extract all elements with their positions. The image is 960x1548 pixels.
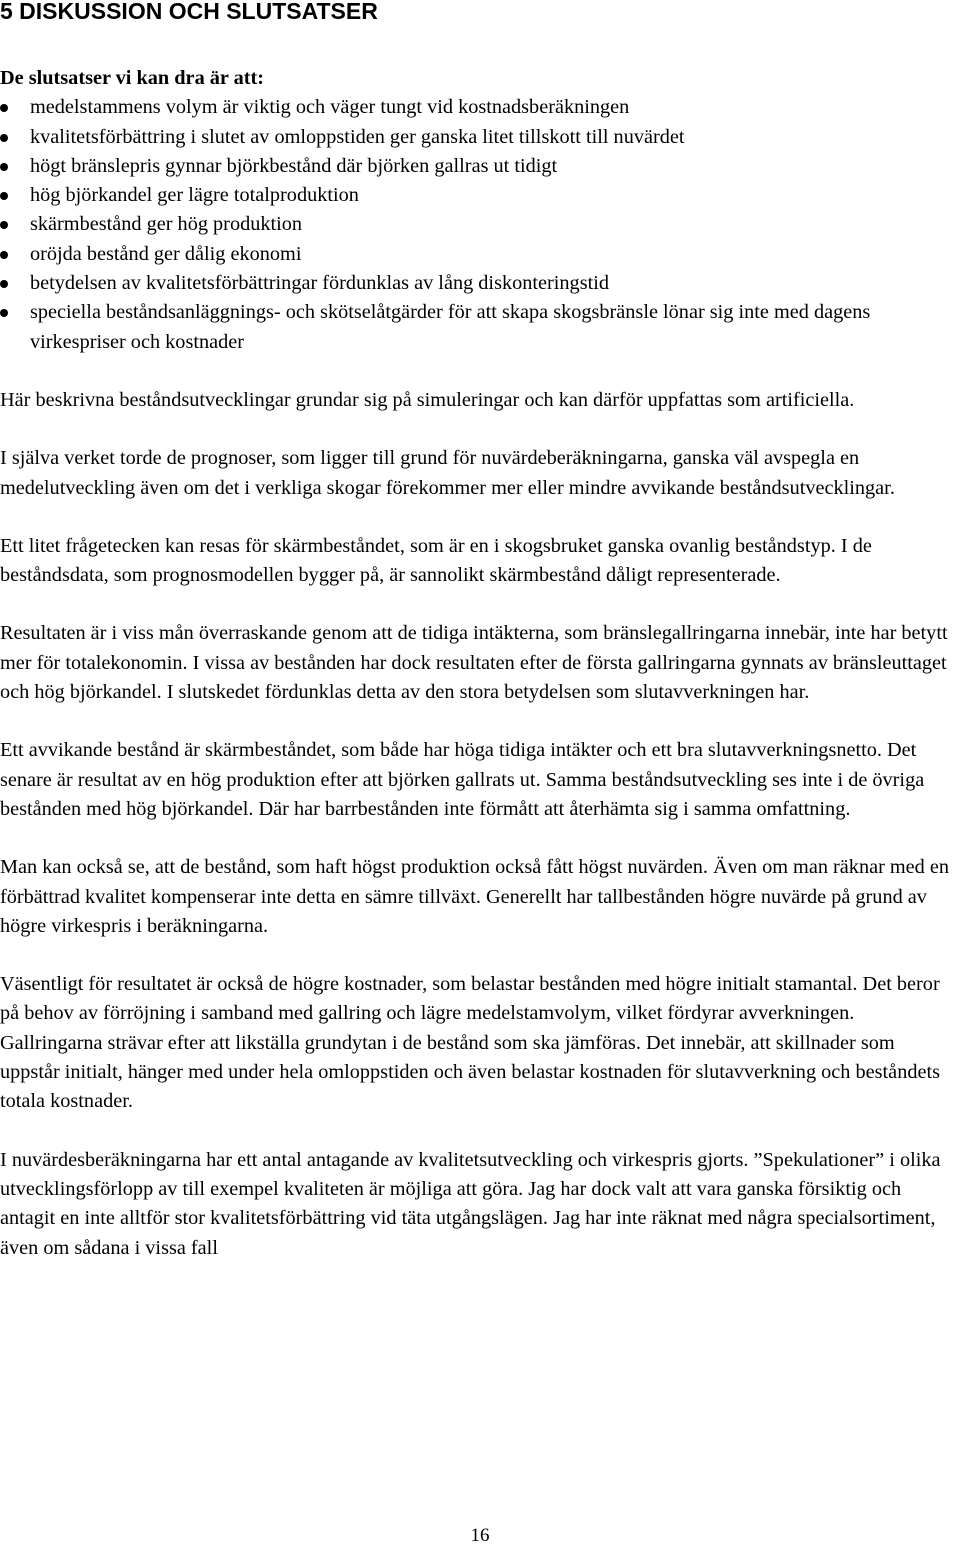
list-item — [0, 298, 958, 357]
list-item-text: hög björkandel ger lägre totalproduktion — [30, 184, 359, 207]
list-item-text: oröjda bestånd ger dålig ekonomi — [30, 242, 302, 265]
paragraph-prognoses: I själva verket torde de prognoser, som ligger till grund för nuvärdeberäkningarna, ganska väl avspegla en medelutveckling även om det i verkliga skogar förekommer mer eller mindre avvikande beståndsutvecklingar. — [0, 447, 895, 499]
list-item-text: skärmbestånd ger hög produktion — [30, 213, 303, 236]
bullet-icon — [0, 104, 8, 112]
bullet-icon — [0, 280, 8, 288]
bullet-icon — [0, 309, 8, 317]
page-number: 16 — [470, 1525, 490, 1546]
bullet-icon — [0, 134, 8, 142]
list-item — [0, 152, 958, 181]
bullet-icon — [0, 163, 8, 171]
paragraph-present-value-assumptions: I nuvärdesberäkningarna har ett antal antagande av kvalitetsutveckling och virkespris gjorts. ”Spekulationer” i olika utvecklingsförlopp av till exempel kvaliteten är möjliga att göra. Jag har dock valt att vara ganska försiktig och antagit en inte alltför stor kvalitetsförbättring vid täta utgångslägen. Jag har inte räknat med några specialsortiment, även om sådana i vissa fall — [0, 1148, 941, 1259]
list-item-text: kvalitetsförbättring i slutet av omloppstiden ger ganska litet tillskott till nuvärdet — [30, 125, 685, 148]
paragraph-higher-costs: Väsentligt för resultatet är också de högre kostnader, som belastar bestånden med högre initialt stamantal. Det beror på behov av förröjning i samband med gallring och lägre medelstamvolym, vilket fördyrar avverkningen. Gallringarna strävar efter att likställa grundytan i de bestånd som ska jämföras. Det innebär, att skillnader som uppstår initialt, hänger med under hela omloppstiden och även belastar kostnaden för slutavverkning och beståndets totala kostnader. — [0, 973, 940, 1113]
list-item-text: speciella beståndsanläggnings- och skötselåtgärder för att skapa skogsbränsle lönar sig inte med dagens virkespriser och kostnader — [30, 301, 871, 353]
bullet-icon — [0, 251, 8, 259]
list-item-text: betydelsen av kvalitetsförbättringar fördunklas av lång diskonteringstid — [30, 272, 609, 295]
paragraph-results-surprising: Resultaten är i viss mån överraskande genom att de tidiga intäkterna, som bränslegallringarna innebär, inte har betytt mer för totalekonomin. I vissa av bestånden har dock resultaten efter de första gallringarna gynnats av bränsleuttaget och hög björkandel. I slutskedet fördunklas detta av den stora betydelsen som slutavverkningen har. — [0, 622, 948, 704]
list-item-text: högt bränslepris gynnar björkbestånd där björken gallras ut tidigt — [30, 154, 558, 177]
section-heading: 5 DISKUSSION OCH SLUTSATSER — [0, 0, 378, 24]
list-item — [0, 123, 958, 152]
list-item — [0, 181, 958, 210]
conclusions-list — [0, 93, 958, 357]
list-item — [0, 93, 958, 122]
list-item — [0, 240, 958, 269]
paragraph-shelterwood-question: Ett litet frågetecken kan resas för skärmbeståndet, som är en i skogsbruket ganska ovanlig beståndstyp. I de beståndsdata, som prognosmodellen bygger på, är sannolikt skärmbestånd dåligt representerade. — [0, 534, 872, 587]
list-item — [0, 210, 958, 239]
paragraph-highest-production: Man kan också se, att de bestånd, som haft högst produktion också fått högst nuvärden. Även om man räknar med en förbättrad kvalitet kompenserar inte detta en sämre tillväxt. Generellt har tallbestånden högre nuvärde på grund av högre virkespris i beräkningarna. — [0, 856, 950, 937]
list-item-text: medelstammens volym är viktig och väger tungt vid kostnadsberäkningen — [30, 96, 630, 119]
paragraph-deviating-stand: Ett avvikande bestånd är skärmbeståndet, som både har höga tidiga intäkter och ett bra slutavverkningsnetto. Det senare är resultat av en hög produktion efter att björken gallrats ut. Samma beståndsutveckling ses inte i de övriga bestånden med hög björkandel. Där har barrbestånden inte förmått att återhämta sig i samma omfattning. — [0, 739, 925, 820]
bullet-icon — [0, 221, 8, 229]
bullet-icon — [0, 192, 8, 200]
list-item — [0, 269, 958, 298]
conclusions-subheading: De slutsatser vi kan dra är att: — [0, 67, 265, 89]
paragraph-simulations: Här beskrivna beståndsutvecklingar grundar sig på simuleringar och kan därför uppfattas som artificiella. — [0, 388, 855, 411]
document-body — [0, 64, 958, 1263]
